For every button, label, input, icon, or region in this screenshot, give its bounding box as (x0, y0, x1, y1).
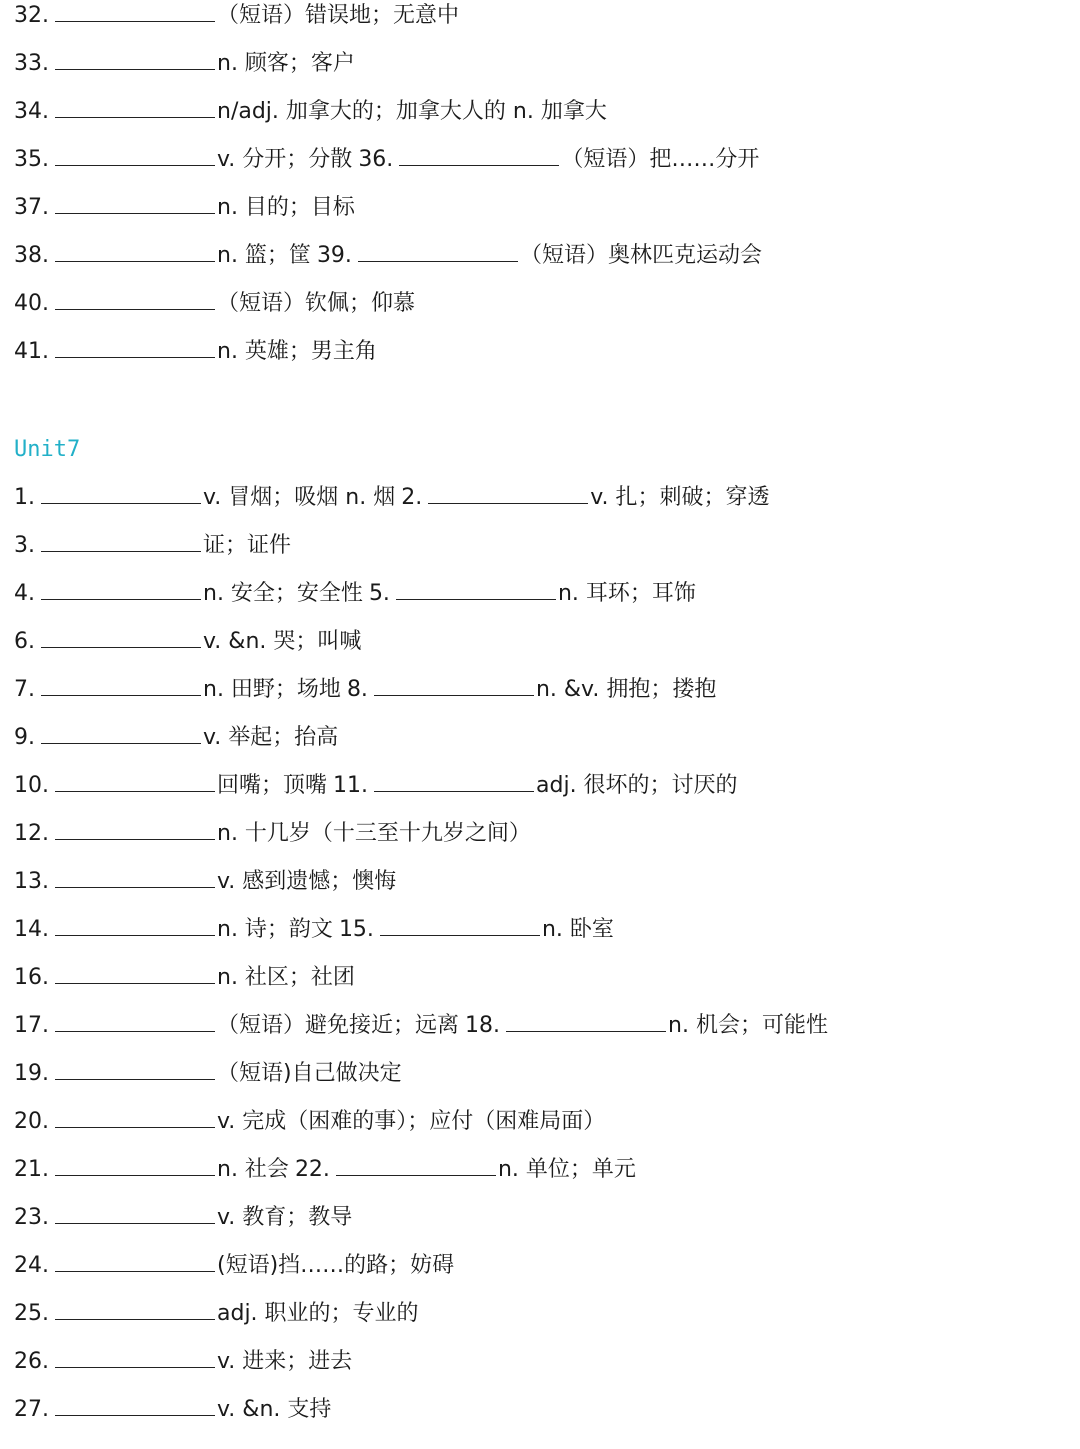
definition-text: n. 英雄；男主角 (217, 339, 377, 364)
vocab-line (14, 192, 361, 224)
item-number: 39. (316, 243, 352, 268)
item-number: 35. (14, 147, 49, 172)
vocab-line (14, 866, 402, 898)
vocab-item (14, 818, 537, 850)
answer-blank[interactable] (55, 1011, 215, 1032)
definition-text: n. 诗；韵文 (217, 917, 333, 942)
vocab-item (295, 1154, 642, 1186)
answer-blank[interactable] (374, 771, 534, 792)
vocab-item (14, 240, 317, 272)
vocab-line (14, 722, 344, 754)
vocab-item (14, 192, 361, 224)
answer-blank[interactable] (55, 97, 215, 118)
vocab-item (14, 674, 347, 706)
definition-text: （短语)自己做决定 (217, 1061, 402, 1086)
definition-text: v. 举起；抬高 (203, 725, 339, 750)
answer-blank[interactable] (55, 819, 215, 840)
vocab-item (14, 722, 344, 754)
vocab-item (401, 482, 775, 514)
definition-text: adj. 很坏的；讨厌的 (536, 773, 738, 798)
answer-blank[interactable] (399, 145, 559, 166)
answer-blank[interactable] (55, 915, 215, 936)
item-number: 36. (358, 147, 394, 172)
vocab-item (14, 0, 465, 32)
definition-text: （短语）把……分开 (561, 147, 760, 172)
answer-blank[interactable] (55, 241, 215, 262)
vocab-item (14, 1058, 408, 1090)
definition-text: （短语）奥林匹克运动会 (519, 243, 762, 268)
vocab-item (14, 962, 361, 994)
definition-text: n. 社区；社团 (217, 965, 355, 990)
item-number: 40. (14, 291, 49, 316)
definition-text: （短语）避免接近；远离 (217, 1013, 460, 1038)
definition-text: n. 卧室 (541, 917, 614, 942)
definition-text: v. 完成（困难的事）；应付（困难局面） (217, 1109, 606, 1134)
vocab-item (14, 336, 383, 368)
item-number: 18. (465, 1013, 501, 1038)
item-number: 10. (14, 773, 49, 798)
answer-blank[interactable] (41, 675, 201, 696)
vocab-line (14, 482, 776, 514)
item-number: 7. (14, 677, 35, 702)
vocab-item (333, 770, 744, 802)
definition-text: adj. 职业的；专业的 (217, 1301, 419, 1326)
item-number: 6. (14, 629, 35, 654)
item-number: 15. (338, 917, 374, 942)
definition-text: v. 教育；教导 (217, 1205, 353, 1230)
vocab-line (14, 578, 702, 610)
vocab-line (14, 1298, 425, 1330)
answer-blank[interactable] (41, 627, 201, 648)
definition-text: 回嘴；顶嘴 (217, 773, 328, 798)
vocab-item (14, 1298, 425, 1330)
item-number: 27. (14, 1397, 49, 1422)
vocab-line (14, 962, 361, 994)
item-number: 37. (14, 195, 49, 220)
vocab-line (14, 96, 613, 128)
definition-text: n. 目的；目标 (217, 195, 355, 220)
vocab-item (14, 530, 297, 562)
vocab-item (14, 482, 401, 514)
answer-blank[interactable] (55, 867, 215, 888)
item-number: 24. (14, 1253, 49, 1278)
definition-text: n/adj. 加拿大的；加拿大人的 n. 加拿大 (217, 99, 607, 124)
item-number: 8. (346, 677, 368, 702)
vocab-line (14, 1106, 611, 1138)
item-number: 3. (14, 533, 35, 558)
answer-blank[interactable] (55, 289, 215, 310)
item-number: 11. (333, 773, 369, 798)
item-number: 20. (14, 1109, 49, 1134)
vocab-line (14, 674, 722, 706)
definition-text: v. 冒烟；吸烟 n. 烟 (203, 485, 396, 510)
definition-text: n. 耳环；耳饰 (557, 581, 696, 606)
definition-text: n. 社会 (217, 1157, 289, 1182)
item-number: 23. (14, 1205, 49, 1230)
item-number: 33. (14, 51, 49, 76)
answer-blank[interactable] (380, 915, 540, 936)
answer-blank[interactable] (55, 1203, 215, 1224)
vocab-line (14, 626, 367, 658)
answer-blank[interactable] (506, 1011, 666, 1032)
answer-blank[interactable] (358, 241, 518, 262)
vocab-line (14, 914, 620, 946)
item-number: 26. (14, 1349, 49, 1374)
vocab-item (465, 1010, 834, 1042)
item-number: 17. (14, 1013, 49, 1038)
vocab-item (14, 626, 367, 658)
answer-blank[interactable] (55, 145, 215, 166)
definition-text: （短语）错误地；无意中 (217, 3, 460, 28)
vocab-item (14, 96, 613, 128)
answer-blank[interactable] (41, 483, 201, 504)
vocab-line (14, 0, 465, 32)
item-number: 9. (14, 725, 35, 750)
answer-blank[interactable] (55, 1347, 215, 1368)
item-number: 2. (401, 485, 423, 510)
vocab-line (14, 1346, 358, 1378)
vocab-line (14, 770, 744, 802)
definition-text: v. 扎；刺破；穿透 (590, 485, 770, 510)
vocab-line (14, 1154, 642, 1186)
definition-text: v. &n. 支持 (217, 1397, 332, 1422)
answer-blank[interactable] (55, 1395, 215, 1416)
vocab-item (14, 1154, 295, 1186)
definition-text: n. 十几岁（十三至十九岁之间） (217, 821, 531, 846)
definition-text: n. 安全；安全性 (203, 581, 363, 606)
answer-blank[interactable] (55, 1251, 215, 1272)
answer-blank[interactable] (428, 483, 588, 504)
item-number: 1. (14, 485, 35, 510)
vocab-item (14, 1106, 611, 1138)
item-number: 34. (14, 99, 49, 124)
vocab-item (14, 1202, 358, 1234)
vocab-line (14, 1010, 834, 1042)
definition-text: n. 顾客；客户 (217, 51, 355, 76)
answer-blank[interactable] (55, 1155, 215, 1176)
answer-blank[interactable] (41, 531, 201, 552)
unit-heading: Unit7 (14, 437, 81, 462)
item-number: 32. (14, 3, 49, 28)
item-number: 13. (14, 869, 49, 894)
definition-text: (短语)挡……的路；妨碍 (217, 1253, 455, 1278)
vocab-item (14, 48, 361, 80)
vocab-line (14, 818, 537, 850)
item-number: 22. (294, 1157, 330, 1182)
item-number: 38. (14, 243, 49, 268)
vocab-item (14, 1346, 358, 1378)
vocab-line (14, 1394, 337, 1426)
answer-blank[interactable] (374, 675, 534, 696)
definition-text: 证；证件 (203, 533, 292, 558)
definition-text: （短语）钦佩；仰慕 (217, 291, 416, 316)
item-number: 21. (14, 1157, 49, 1182)
answer-blank[interactable] (55, 193, 215, 214)
item-number: 41. (14, 339, 49, 364)
answer-blank[interactable] (55, 771, 215, 792)
vocab-line (14, 288, 421, 320)
vocab-item (339, 914, 620, 946)
vocab-item (14, 288, 421, 320)
answer-blank[interactable] (55, 1059, 215, 1080)
answer-blank[interactable] (55, 1, 215, 22)
item-number: 16. (14, 965, 49, 990)
vocab-item (14, 770, 333, 802)
vocab-line (14, 1058, 408, 1090)
vocab-line (14, 1202, 358, 1234)
vocab-line (14, 240, 768, 272)
item-number: 4. (14, 581, 35, 606)
vocab-item (14, 578, 369, 610)
definition-text: n. 篮；筐 (217, 243, 311, 268)
vocab-item (14, 866, 402, 898)
definition-text: v. 感到遗憾；懊悔 (217, 869, 397, 894)
vocab-item (358, 144, 765, 176)
item-number: 25. (14, 1301, 49, 1326)
answer-blank[interactable] (55, 49, 215, 70)
answer-blank[interactable] (55, 337, 215, 358)
item-number: 14. (14, 917, 49, 942)
vocab-item (14, 1010, 465, 1042)
vocab-line (14, 530, 297, 562)
vocab-item (14, 1394, 337, 1426)
definition-text: n. 单位；单元 (497, 1157, 636, 1182)
definition-text: n. 机会；可能性 (668, 1013, 828, 1038)
vocab-line (14, 48, 361, 80)
definition-text: n. 田野；场地 (203, 677, 341, 702)
answer-blank[interactable] (396, 579, 556, 600)
vocab-item (317, 240, 768, 272)
vocab-item (14, 914, 339, 946)
definition-text: v. 分开；分散 (217, 147, 353, 172)
vocab-item (14, 144, 358, 176)
vocab-item (347, 674, 722, 706)
item-number: 12. (14, 821, 49, 846)
answer-blank[interactable] (336, 1155, 496, 1176)
vocab-line (14, 1250, 460, 1282)
vocab-item (369, 578, 702, 610)
definition-text: v. &n. 哭；叫喊 (203, 629, 362, 654)
vocab-line (14, 144, 765, 176)
definition-text: n. &v. 拥抱；搂抱 (535, 677, 717, 702)
item-number: 5. (368, 581, 390, 606)
answer-blank[interactable] (55, 1107, 215, 1128)
answer-blank[interactable] (55, 1299, 215, 1320)
answer-blank[interactable] (41, 723, 201, 744)
vocab-line (14, 336, 383, 368)
answer-blank[interactable] (41, 579, 201, 600)
definition-text: v. 进来；进去 (217, 1349, 353, 1374)
answer-blank[interactable] (55, 963, 215, 984)
vocab-item (14, 1250, 460, 1282)
item-number: 19. (14, 1061, 49, 1086)
